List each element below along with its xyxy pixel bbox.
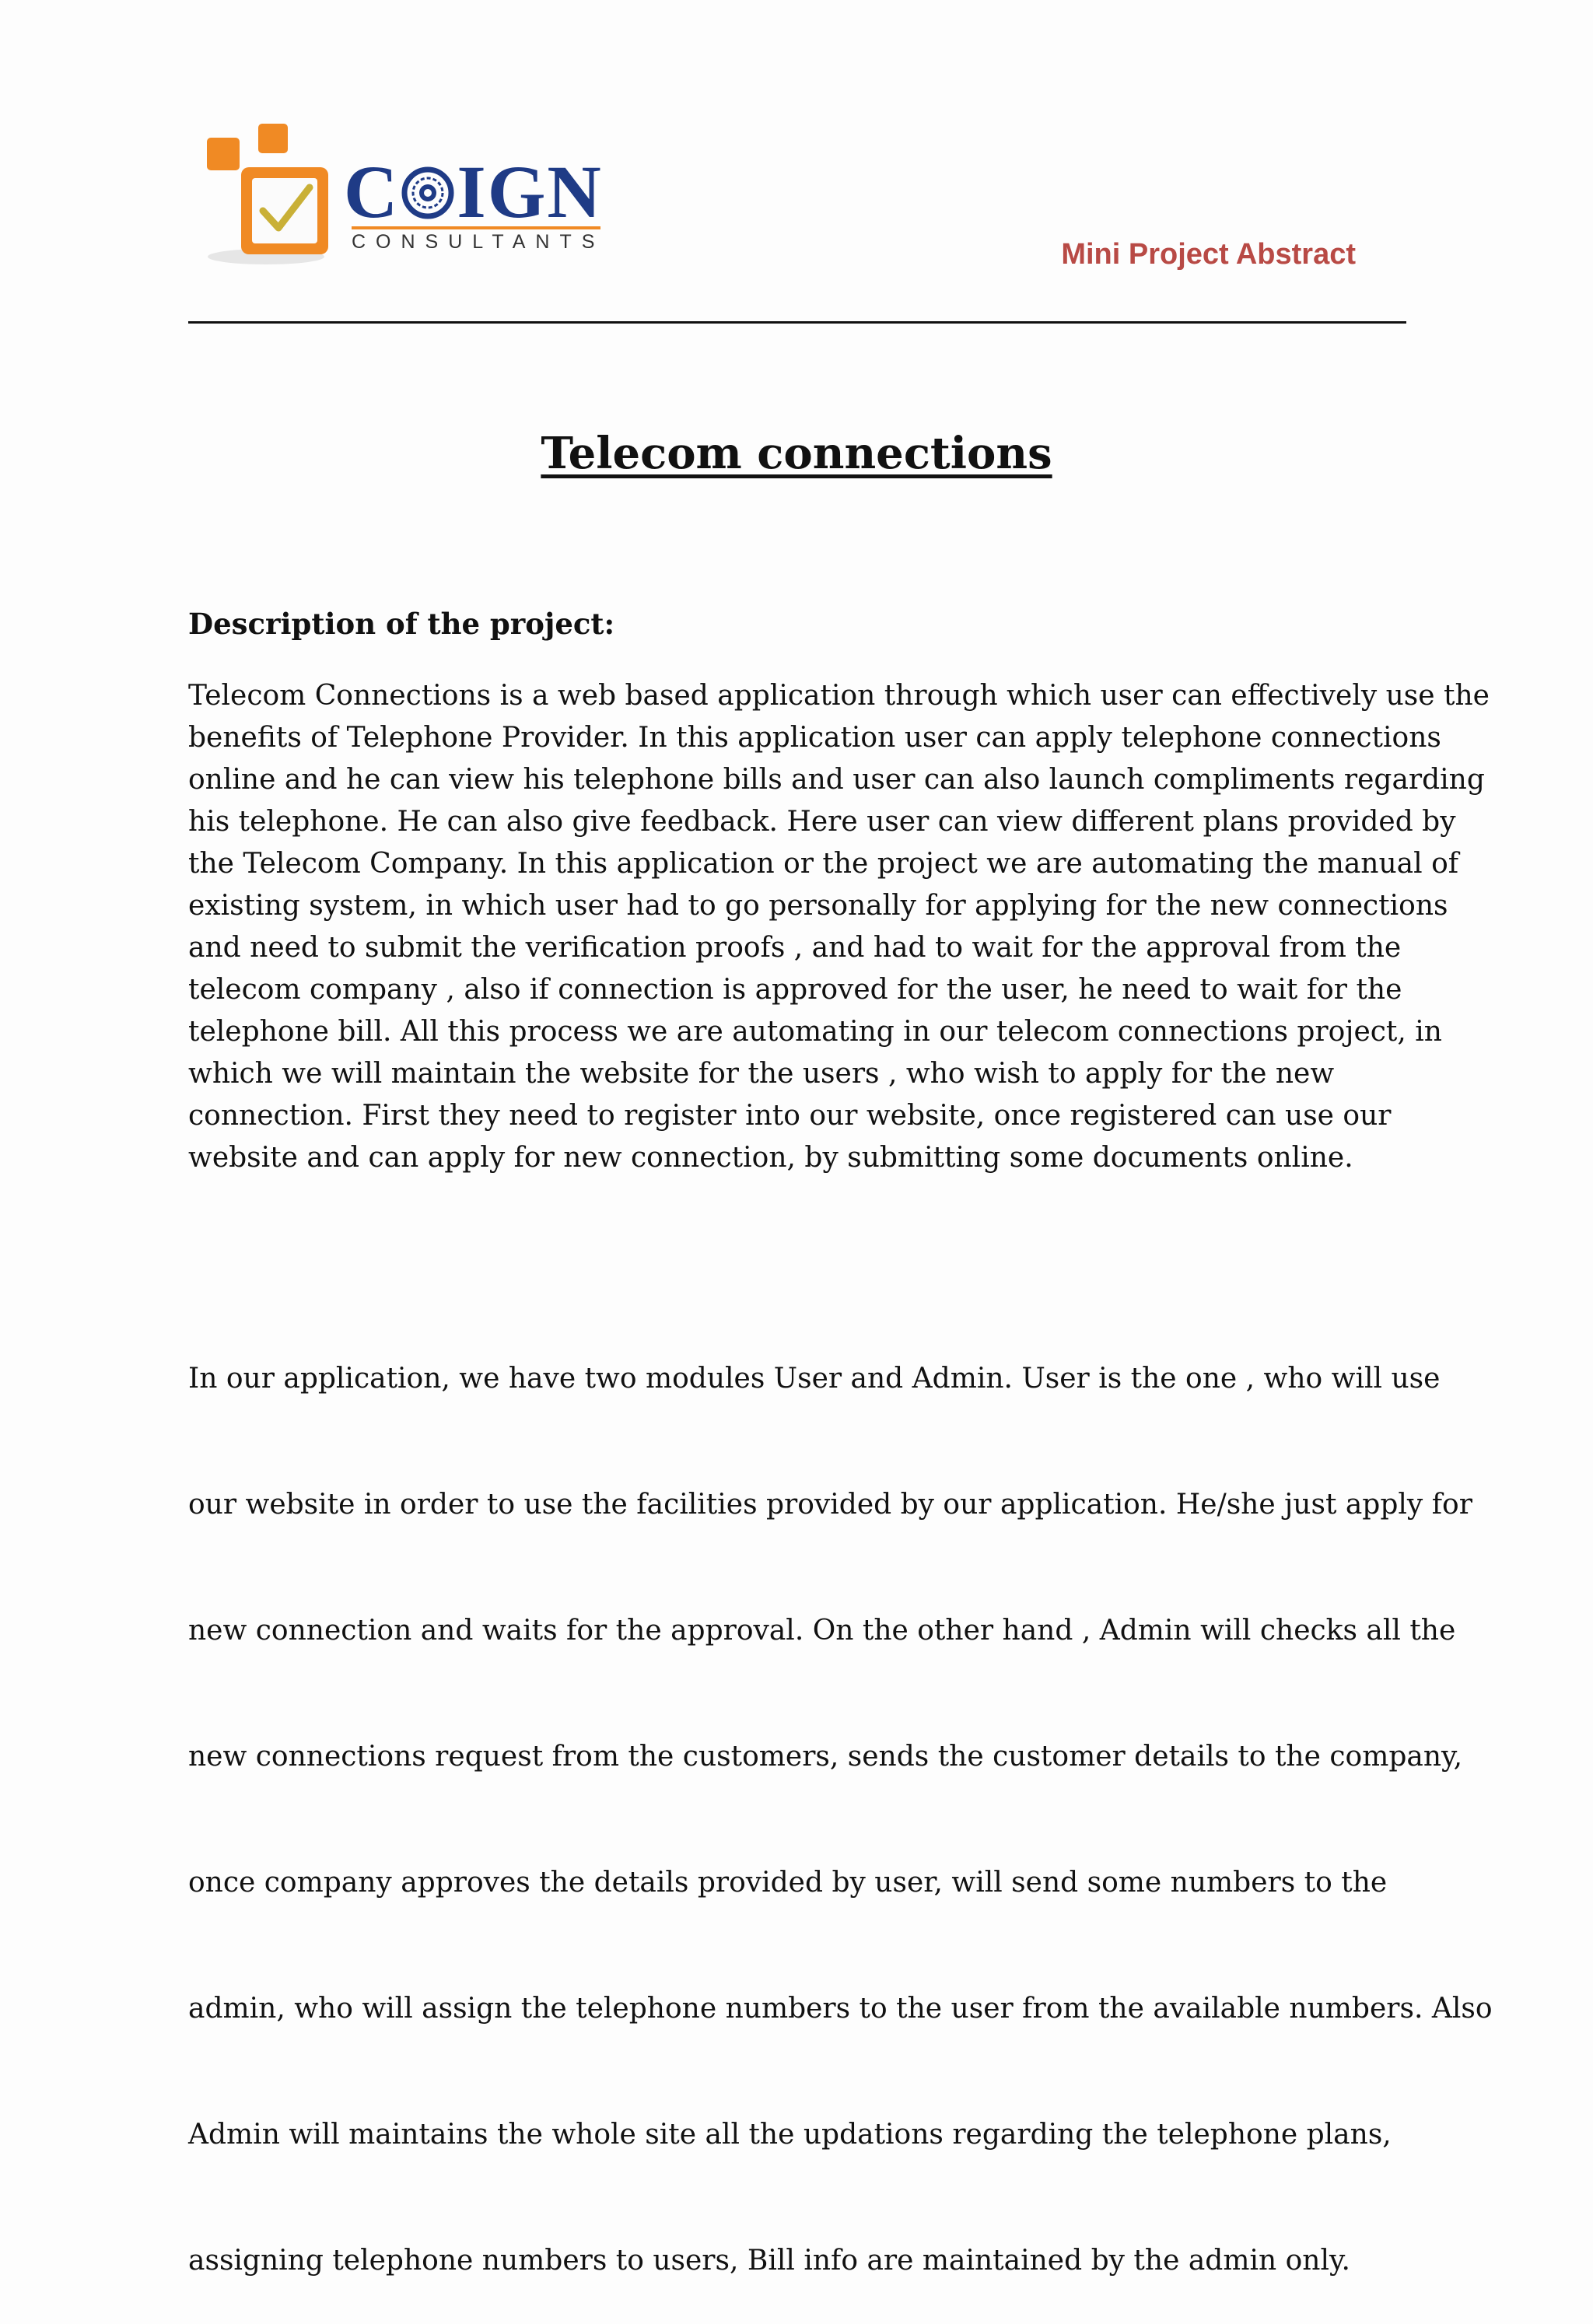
paragraph-line: his telephone. He can also give feedback. Here user can view different plans provided by (188, 806, 1456, 838)
paragraph-line: the Telecom Company. In this application or the project we are automating the manual of (188, 848, 1459, 880)
header-divider (188, 321, 1406, 324)
paragraph-line: which we will maintain the website for the users , who wish to apply for the new (188, 1058, 1335, 1090)
paragraph-line: telecom company , also if connection is approved for the user, he need to wait for the (188, 974, 1402, 1006)
paragraph-line: existing system, in which user had to go personally for applying for the new connections (188, 890, 1448, 922)
paragraph-line: admin, who will assign the telephone numbers to the user from the available numbers. Also (188, 1993, 1493, 2025)
paragraph-modules (188, 1274, 1493, 2324)
header-label: Mini Project Abstract (1061, 238, 1356, 271)
paragraph-line: In our application, we have two modules User and Admin. User is the one , who will use (188, 1363, 1441, 1395)
paragraph-line: telephone bill. All this process we are automating in our telecom connections project, in (188, 1016, 1442, 1048)
paragraph-line: and need to submit the verification proofs , and had to wait for the approval from the (188, 932, 1402, 964)
document-title-text: Telecom connections (541, 428, 1052, 479)
paragraph-description (188, 675, 1490, 1179)
paragraph-line: new connection and waits for the approval. On the other hand , Admin will checks all the (188, 1615, 1456, 1647)
paragraph-line: connection. First they need to register into our website, once registered can use our (188, 1100, 1392, 1132)
document-title (0, 428, 1593, 479)
section-heading: Description of the project: (188, 607, 615, 641)
paragraph-line: website and can apply for new connection, by submitting some documents online. (188, 1142, 1353, 1174)
globe-ring-icon (401, 166, 455, 220)
checkbox-logo-icon (204, 121, 336, 268)
logo-tagline: CONSULTANTS (352, 226, 600, 254)
paragraph-line: assigning telephone numbers to users, Bill info are maintained by the admin only. (188, 2245, 1350, 2277)
paragraph-line: benefits of Telephone Provider. In this application user can apply telephone connections (188, 722, 1441, 754)
paragraph-line: online and he can view his telephone bills and user can also launch compliments regarding (188, 764, 1485, 796)
company-logo (204, 121, 608, 272)
paragraph-line: new connections request from the customers, sends the customer details to the company, (188, 1741, 1463, 1773)
paragraph-line: Admin will maintains the whole site all the updations regarding the telephone plans, (188, 2119, 1392, 2151)
logo-wordmark: C IGN (344, 150, 603, 233)
paragraph-line: once company approves the details provided by user, will send some numbers to the (188, 1867, 1388, 1899)
paragraph-line: our website in order to use the facilities provided by our application. He/she just apply for (188, 1489, 1472, 1521)
paragraph-line: Telecom Connections is a web based application through which user can effectively use the (188, 680, 1490, 712)
